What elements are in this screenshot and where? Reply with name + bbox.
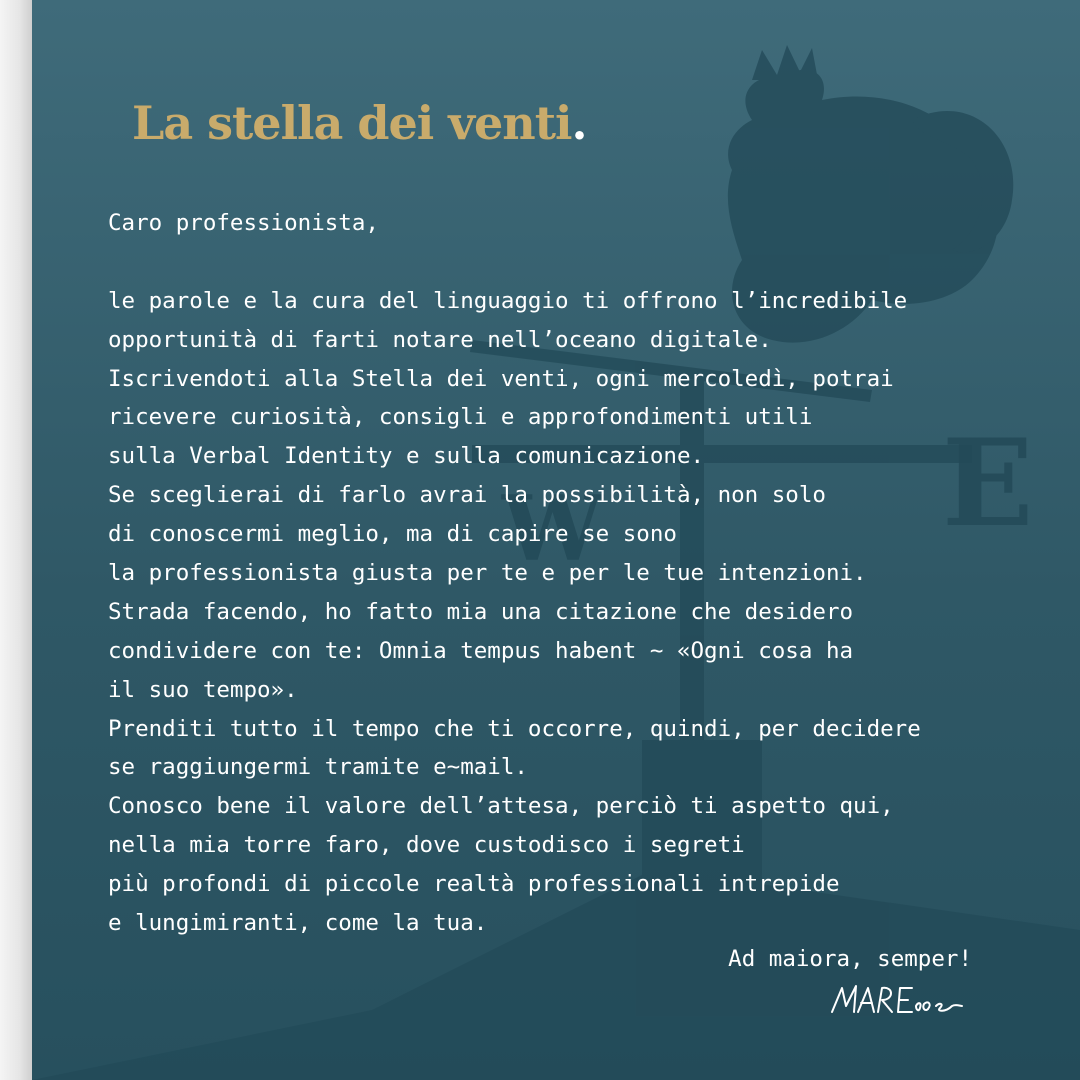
letter-line: nella mia torre faro, dove custodisco i segreti xyxy=(108,832,745,859)
letter-line: di conoscermi meglio, ma di capire se sono xyxy=(108,521,677,548)
title-dot: . xyxy=(571,96,587,150)
letter-line: le parole e la cura del linguaggio ti offrono l’incredibile xyxy=(108,287,908,314)
letter-line: Iscrivendoti alla Stella dei venti, ogni mercoledì, potrai xyxy=(108,365,894,392)
letter-line: la professionista giusta per te e per le tue intenzioni. xyxy=(108,560,867,587)
letter-line: il suo tempo». xyxy=(108,676,298,703)
handwritten-signature xyxy=(828,976,968,1026)
letter-line: ricevere curiosità, consigli e approfondimenti utili xyxy=(108,404,813,431)
left-page-edge xyxy=(0,0,32,1080)
letter-line: più profondi di piccole realtà professionali intrepide xyxy=(108,871,840,898)
letter-body xyxy=(108,204,1008,943)
letter-line: e lungimiranti, come la tua. xyxy=(108,910,488,937)
letter-line: Se sceglierai di farlo avrai la possibilità, non solo xyxy=(108,482,826,509)
vane-letter-w: W xyxy=(502,476,604,582)
letter-line: sulla Verbal Identity e sulla comunicazione. xyxy=(108,443,705,470)
rooster-comb-shape xyxy=(752,45,818,80)
letter-panel xyxy=(32,0,1080,1080)
closing-line: Ad maiora, semper! xyxy=(728,946,972,972)
letter-line: Conosco bene il valore dell’attesa, perciò ti aspetto qui, xyxy=(108,793,894,820)
letter-line: Strada facendo, ho fatto mia una citazione che desidero xyxy=(108,598,854,625)
letter-line: condividere con te: Omnia tempus habent ~ «Ogni cosa ha xyxy=(108,637,854,664)
salutation: Caro professionista, xyxy=(108,210,379,236)
title-text: La stella dei venti xyxy=(132,96,572,150)
letter-line: opportunità di farti notare nell’oceano digitale. xyxy=(108,326,772,353)
page-title xyxy=(132,96,586,150)
vane-letter-e: E xyxy=(942,413,1034,554)
letter-line: se raggiungermi tramite e~mail. xyxy=(108,754,528,781)
letter-line: Prenditi tutto il tempo che ti occorre, quindi, per decidere xyxy=(108,715,921,742)
paragraph-gap xyxy=(108,243,1008,282)
